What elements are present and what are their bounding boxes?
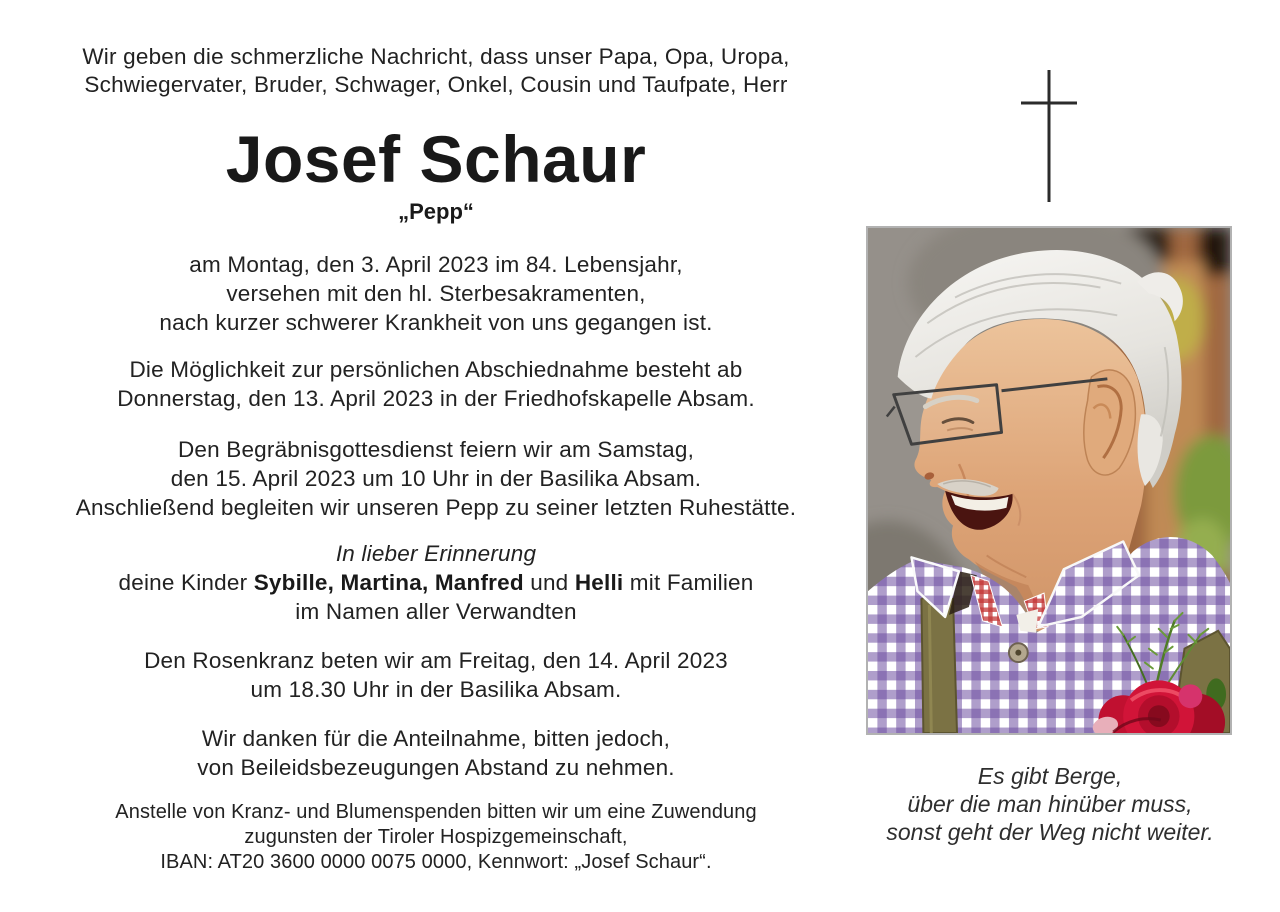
- iban-line: IBAN: AT20 3600 0000 0075 0000, Kennwort: „Josef Schaur“.: [160, 851, 712, 873]
- text-line: Wir danken für die Anteilnahme, bitten jedoch,: [201, 726, 671, 751]
- text-span: deine Kinder: [118, 570, 254, 595]
- rosary-paragraph: [30, 646, 842, 704]
- text-line: Schwiegervater, Bruder, Schwager, Onkel, Cousin und Taufpate, Herr: [84, 72, 788, 97]
- children-names: Sybille, Martina, Manfred: [253, 570, 524, 595]
- funeral-paragraph: [30, 435, 842, 522]
- portrait-photo: [866, 226, 1232, 735]
- text-line: Den Rosenkranz beten wir am Freitag, den 14. April 2023: [144, 648, 728, 673]
- children-line: [30, 568, 842, 597]
- child-name: Helli: [574, 570, 624, 595]
- thanks-paragraph: [30, 724, 842, 782]
- text-line: im Namen aller Verwandten: [295, 599, 577, 624]
- deceased-name-heading: [30, 124, 842, 194]
- page-title: Josef Schaur: [225, 122, 647, 196]
- portrait-illustration: [868, 228, 1230, 733]
- memory-heading: In lieber Erinnerung: [335, 541, 537, 566]
- passing-paragraph: [30, 250, 842, 337]
- text-line: nach kurzer schwerer Krankheit von uns gegangen ist.: [159, 310, 713, 335]
- memory-paragraph: [30, 539, 842, 626]
- quote-line: Es gibt Berge,: [977, 763, 1123, 789]
- farewell-paragraph: [30, 355, 842, 413]
- cross-icon: [1016, 66, 1082, 206]
- text-line: um 18.30 Uhr in der Basilika Absam.: [250, 677, 622, 702]
- text-line: zugunsten der Tiroler Hospizgemeinschaft,: [244, 826, 628, 848]
- text-line: Die Möglichkeit zur persönlichen Abschiednahme besteht ab: [129, 357, 743, 382]
- text-line: den 15. April 2023 um 10 Uhr in der Basilika Absam.: [170, 466, 702, 491]
- intro-paragraph: [30, 43, 842, 99]
- text-line: von Beileidsbezeugungen Abstand zu nehmen.: [197, 755, 675, 780]
- quote-paragraph: [858, 762, 1242, 846]
- text-span: und: [523, 570, 575, 595]
- quote-line: über die man hinüber muss,: [907, 791, 1193, 817]
- text-line: am Montag, den 3. April 2023 im 84. Lebensjahr,: [189, 252, 683, 277]
- text-line: Den Begräbnisgottesdienst feiern wir am Samstag,: [177, 437, 695, 462]
- nickname-line: „Pepp“: [398, 199, 474, 224]
- quote-line: sonst geht der Weg nicht weiter.: [886, 819, 1214, 845]
- text-line: versehen mit den hl. Sterbesakramenten,: [226, 281, 646, 306]
- text-line: Donnerstag, den 13. April 2023 in der Friedhofskapelle Absam.: [117, 386, 755, 411]
- text-span: mit Familien: [623, 570, 754, 595]
- text-line: Wir geben die schmerzliche Nachricht, dass unser Papa, Opa, Uropa,: [82, 44, 790, 69]
- text-line: Anstelle von Kranz- und Blumenspenden bitten wir um eine Zuwendung: [115, 801, 757, 823]
- text-line: Anschließend begleiten wir unseren Pepp zu seiner letzten Ruhestätte.: [75, 495, 797, 520]
- donation-paragraph: [30, 800, 842, 875]
